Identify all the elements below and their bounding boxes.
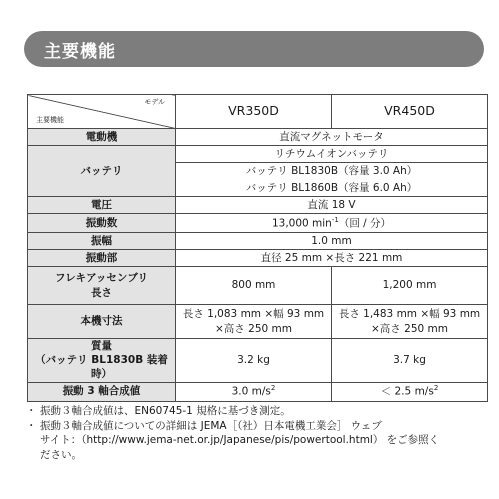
dimensions-vr450d-line2: ×高さ 250 mm — [371, 322, 448, 335]
section-banner — [24, 31, 484, 67]
corner-function-label: 主要機能 — [36, 115, 64, 124]
dimensions-vr350d — [176, 305, 332, 339]
dimensions-vr350d-line1: 長さ 1,083 mm ×幅 93 mm — [182, 308, 325, 321]
mass-label-line1: 質量 — [91, 340, 112, 352]
flex-length-vr450d: 1,200 mm — [332, 267, 488, 305]
amplitude-label: 振幅 — [28, 233, 176, 250]
battery-type: リチウムイオンバッテリ — [176, 146, 488, 163]
voltage-label: 電圧 — [28, 197, 176, 214]
vibration-total-vr450d — [332, 382, 488, 401]
table-row-vibration-total — [28, 382, 488, 401]
table-row-battery — [28, 146, 488, 163]
mass-vr450d: 3.7 kg — [332, 339, 488, 383]
note-2-line1: 振動３軸合成値についての詳細は JEMA［（社）日本電機工業会］ ウェブ — [40, 419, 382, 432]
table-row-amplitude — [28, 233, 488, 250]
dimensions-label: 本機寸法 — [28, 305, 176, 339]
section-title: 主要機能 — [44, 42, 116, 62]
frequency-exponent: -1 — [331, 215, 339, 224]
mass-label-line2: （バッテリ BL1830B 装着時） — [35, 354, 168, 381]
motor-label: 電動機 — [28, 129, 176, 146]
note-2-text — [40, 419, 439, 463]
table-header-row — [28, 95, 488, 129]
table-row-mass — [28, 339, 488, 383]
battery-option2: バッテリ BL1860B（容量 6.0 Ah） — [176, 180, 488, 197]
vibration-total-vr350d-exponent: 2 — [270, 384, 276, 393]
battery-label: バッテリ — [28, 146, 176, 197]
vibration-total-vr450d-exponent: 2 — [433, 384, 439, 393]
notes — [26, 404, 486, 463]
model-vr450d: VR450D — [332, 95, 488, 129]
motor-value: 直流マグネットモータ — [176, 129, 488, 146]
dimensions-vr450d-line1: 長さ 1,483 mm ×幅 93 mm — [338, 308, 481, 321]
table-row-motor — [28, 129, 488, 146]
note-2 — [26, 419, 486, 463]
note-1 — [26, 404, 486, 419]
note-2-bullet: ・ — [26, 419, 37, 432]
frequency-label: 振動数 — [28, 214, 176, 233]
battery-option1: バッテリ BL1830B（容量 3.0 Ah） — [176, 163, 488, 180]
vibration-total-vr450d-main: ＜ 2.5 m/s — [380, 385, 434, 398]
table-row-flex-length — [28, 267, 488, 305]
vibration-total-vr350d-main: 3.0 m/s — [231, 385, 271, 398]
flex-length-label-line2: 長さ — [91, 286, 112, 299]
vibration-total-vr350d — [176, 382, 332, 401]
frequency-main: 13,000 min — [271, 217, 332, 230]
flex-length-vr350d: 800 mm — [176, 267, 332, 305]
voltage-value: 直流 18 V — [176, 197, 488, 214]
amplitude-value: 1.0 mm — [176, 233, 488, 250]
mass-label — [28, 339, 176, 383]
table-row-voltage — [28, 197, 488, 214]
note-1-bullet: ・ — [26, 405, 37, 417]
table-row-dimensions — [28, 305, 488, 339]
spec-table — [27, 94, 488, 402]
mass-vr350d: 3.2 kg — [176, 339, 332, 383]
flex-length-label — [28, 267, 176, 305]
note-2-line2: サイト：（http://www.jema-net.or.jp/Japanese/pis/powertool.html） をご参照く — [40, 434, 440, 447]
note-1-text: 振動３軸合成値は、EN60745-1 規格に基づき測定。 — [40, 405, 291, 417]
table-row-vibrating-part — [28, 250, 488, 267]
flex-length-label-line1: フレキアッセンブリ — [55, 272, 148, 285]
dimensions-vr450d — [332, 305, 488, 339]
frequency-value — [176, 214, 488, 233]
model-vr350d: VR350D — [176, 95, 332, 129]
vibration-total-label: 振動 3 軸合成値 — [28, 382, 176, 401]
note-2-line3: ださい。 — [40, 449, 82, 462]
corner-cell — [28, 95, 176, 129]
vibrating-part-label: 振動部 — [28, 250, 176, 267]
corner-model-label: モデル — [144, 98, 165, 106]
frequency-unit: （回 / 分） — [338, 217, 392, 230]
vibrating-part-value: 直径 25 mm ×長さ 221 mm — [176, 250, 488, 267]
dimensions-vr350d-line2: ×高さ 250 mm — [215, 322, 292, 335]
table-row-frequency — [28, 214, 488, 233]
